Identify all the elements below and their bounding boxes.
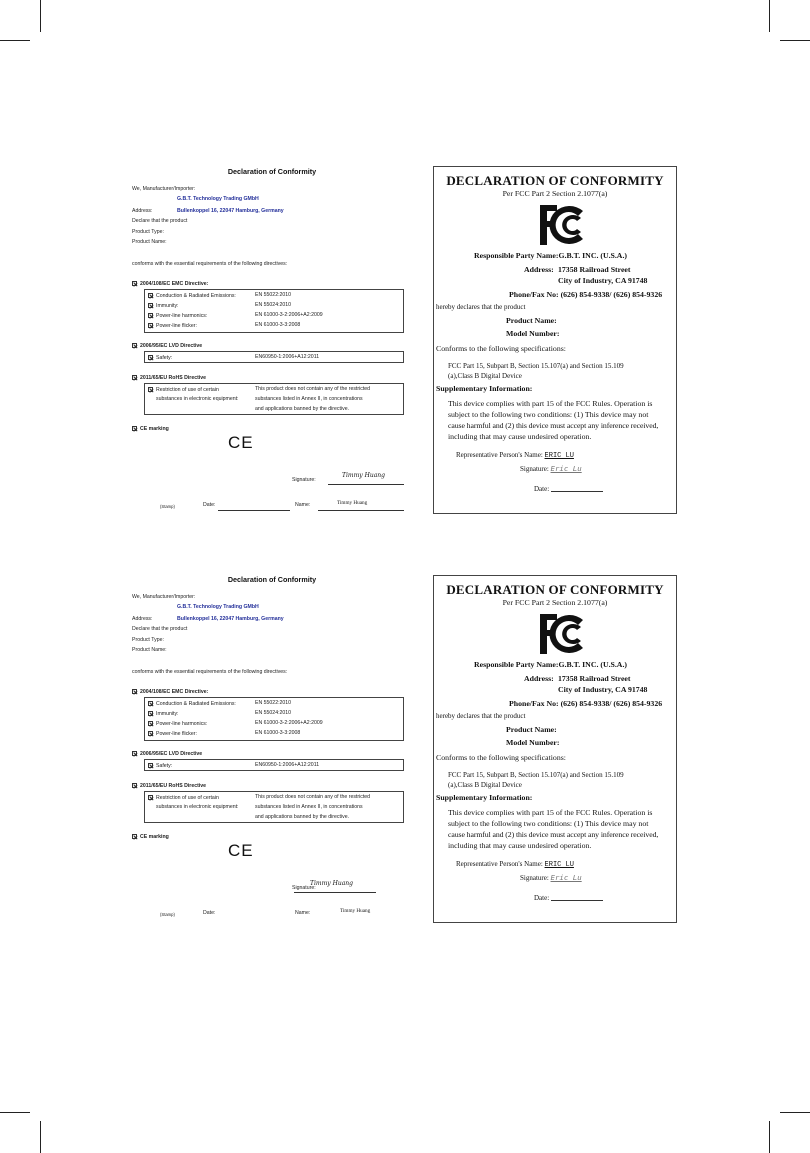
- checkbox-icon: [148, 763, 153, 768]
- fcc-date-line: Date:: [534, 894, 603, 902]
- address-label: Address:: [524, 265, 554, 274]
- name-value: Timmy Huang: [337, 500, 368, 506]
- address-label: Address:: [132, 616, 153, 622]
- supp-line-3: cause harmful and (2) this device must accept any inference received,: [448, 421, 659, 430]
- rohs-row: Restriction of use of certain: [148, 387, 219, 393]
- lvd-standard: EN60950-1:2006+A12:2011: [255, 354, 320, 360]
- address-value: Bullenkoppel 16, 22047 Hamburg, Germany: [177, 616, 284, 622]
- ce-title: Declaration of Conformity: [227, 167, 317, 176]
- lvd-directive-title: 2006/95/EC LVD Directive: [132, 343, 202, 349]
- emc-box: [144, 697, 404, 741]
- emc-box: [144, 289, 404, 333]
- ce-title: Declaration of Conformity: [227, 575, 317, 584]
- date-label: Date:: [203, 502, 216, 508]
- checkbox-icon: [132, 751, 137, 756]
- fcc-declaration: [433, 575, 677, 923]
- emc-row: Conduction & Radiated Emissions:: [148, 701, 236, 707]
- signature-line: [328, 484, 404, 485]
- rep-name-line: Representative Person's Name: ERIC LU: [456, 860, 574, 869]
- ce-declaration: [132, 168, 412, 528]
- checkbox-icon: [132, 281, 137, 286]
- spec-line-2: (a),Class B Digital Device: [448, 781, 522, 789]
- conforms-text: conforms with the essential requirements of the following directives:: [132, 669, 288, 675]
- product-name-label: Product Name:: [506, 316, 557, 325]
- rohs-box: [144, 791, 404, 823]
- crop-mark: [0, 40, 30, 41]
- stamp-label: (Stamp): [160, 504, 175, 509]
- conforms-text: Conforms to the following specifications:: [436, 753, 566, 762]
- rohs-text: and applications banned by the directive.: [255, 406, 350, 412]
- crop-mark: [0, 1112, 30, 1113]
- rohs-text: substances listed in Annex II, in concentrations: [255, 804, 363, 810]
- checkbox-icon: [148, 795, 153, 800]
- supp-line-1: This device complies with part 15 of the FCC Rules. Operation is: [448, 808, 653, 817]
- company-name: G.B.T. Technology Trading GMbH: [177, 604, 259, 610]
- date-line: [218, 510, 290, 511]
- signature: Timmy Huang: [310, 880, 353, 887]
- address-line-1: 17358 Railroad Street: [558, 265, 631, 274]
- checkbox-icon: [148, 701, 153, 706]
- rep-name-line: Representative Person's Name: ERIC LU: [456, 451, 574, 460]
- party-line: Responsible Party Name:G.B.T. INC. (U.S.A.): [474, 251, 627, 260]
- rohs-text: This product does not contain any of the restricted: [255, 386, 371, 392]
- name-value: Timmy Huang: [340, 908, 371, 914]
- address-value: Bullenkoppel 16, 22047 Hamburg, Germany: [177, 208, 284, 214]
- emc-row: Conduction & Radiated Emissions:: [148, 293, 236, 299]
- address-label: Address:: [132, 208, 153, 214]
- fcc-logo-icon: [537, 612, 587, 656]
- checkbox-icon: [132, 375, 137, 380]
- emc-row: Immunity:: [148, 711, 178, 717]
- ce-logo: CE: [228, 841, 254, 860]
- crop-mark: [40, 1121, 41, 1153]
- address-label: Address:: [524, 674, 554, 683]
- spec-line-1: FCC Part 15, Subpart B, Section 15.107(a) and Section 15.109: [448, 362, 624, 370]
- checkbox-icon: [132, 689, 137, 694]
- hereby-text: hereby declares that the product: [436, 303, 526, 311]
- supp-line-4: including that may cause undesired operation.: [448, 841, 592, 850]
- product-type-label: Product Type:: [132, 637, 164, 643]
- lvd-box: [144, 759, 404, 771]
- address-line-2: City of Industry, CA 91748: [558, 685, 648, 694]
- checkbox-icon: [148, 323, 153, 328]
- fcc-subtitle: Per FCC Part 2 Section 2.1077(a): [502, 189, 608, 198]
- supp-line-1: This device complies with part 15 of the FCC Rules. Operation is: [448, 399, 653, 408]
- date-label: Date:: [203, 910, 216, 916]
- emc-standard: EN 61000-3-2:2006+A2:2009: [255, 720, 323, 726]
- spec-line-2: (a),Class B Digital Device: [448, 372, 522, 380]
- hereby-text: hereby declares that the product: [436, 712, 526, 720]
- model-number-label: Model Number:: [506, 329, 560, 338]
- rohs-text: substances listed in Annex II, in concentrations: [255, 396, 363, 402]
- rohs-text: This product does not contain any of the restricted: [255, 794, 371, 800]
- product-name-label: Product Name:: [132, 239, 167, 245]
- ce-marking-title: CE marking: [132, 426, 169, 432]
- product-type-label: Product Type:: [132, 229, 164, 235]
- checkbox-icon: [148, 313, 153, 318]
- checkbox-icon: [132, 783, 137, 788]
- signature: Timmy Huang: [342, 472, 385, 479]
- party-line: Responsible Party Name:G.B.T. INC. (U.S.A.): [474, 660, 627, 669]
- checkbox-icon: [148, 731, 153, 736]
- lvd-row: Safety:: [148, 763, 172, 769]
- spec-line-1: FCC Part 15, Subpart B, Section 15.107(a) and Section 15.109: [448, 771, 624, 779]
- signature-line: [294, 892, 376, 893]
- emc-directive-title: 2004/108/EC EMC Directive:: [132, 281, 208, 287]
- ce-declaration: [132, 576, 412, 936]
- supp-line-3: cause harmful and (2) this device must accept any inference received,: [448, 830, 659, 839]
- rohs-directive-title: 2011/65/EU RoHS Directive: [132, 375, 206, 381]
- emc-standard: EN 61000-3-3:2008: [255, 322, 301, 328]
- signature-label: Signature:: [292, 885, 316, 891]
- emc-standard: EN 55024:2010: [255, 302, 292, 308]
- emc-row: Immunity:: [148, 303, 178, 309]
- checkbox-icon: [148, 387, 153, 392]
- fcc-subtitle: Per FCC Part 2 Section 2.1077(a): [502, 598, 608, 607]
- product-name-label: Product Name:: [132, 647, 167, 653]
- declare-text: Declare that the product: [132, 626, 188, 632]
- fcc-signature-line: Signature: Eric Lu: [520, 464, 582, 473]
- lvd-directive-title: 2006/95/EC LVD Directive: [132, 751, 202, 757]
- supp-line-4: including that may cause undesired operation.: [448, 432, 592, 441]
- ce-logo: CE: [228, 433, 254, 452]
- fcc-signature-line: Signature: Eric Lu: [520, 873, 582, 882]
- emc-row: Power-line flicker:: [148, 323, 197, 329]
- supplementary-title: Supplementary Information:: [436, 793, 533, 802]
- name-label: Name:: [295, 502, 311, 508]
- emc-standard: EN 55022:2010: [255, 700, 292, 706]
- rohs-row: Restriction of use of certain: [148, 795, 219, 801]
- lvd-standard: EN60950-1:2006+A12:2011: [255, 762, 320, 768]
- emc-row: Power-line flicker:: [148, 731, 197, 737]
- emc-row: Power-line harmonics:: [148, 721, 207, 727]
- checkbox-icon: [148, 711, 153, 716]
- emc-standard: EN 55024:2010: [255, 710, 292, 716]
- checkbox-icon: [148, 721, 153, 726]
- checkbox-icon: [132, 426, 137, 431]
- crop-mark: [40, 0, 41, 32]
- lvd-box: [144, 351, 404, 363]
- emc-standard: EN 61000-3-3:2008: [255, 730, 301, 736]
- emc-standard: EN 55022:2010: [255, 292, 292, 298]
- crop-mark: [780, 1112, 810, 1113]
- supplementary-title: Supplementary Information:: [436, 384, 533, 393]
- address-line-1: 17358 Railroad Street: [558, 674, 631, 683]
- lvd-row: Safety:: [148, 355, 172, 361]
- stamp-label: (Stamp): [160, 912, 175, 917]
- signature-label: Signature:: [292, 477, 316, 483]
- address-line-2: City of Industry, CA 91748: [558, 276, 648, 285]
- rohs-text: and applications banned by the directive.: [255, 814, 350, 820]
- phone-line: Phone/Fax No: (626) 854-9338/ (626) 854-9326: [509, 699, 663, 708]
- product-name-label: Product Name:: [506, 725, 557, 734]
- name-line: [318, 510, 404, 511]
- checkbox-icon: [132, 834, 137, 839]
- manufacturer-label: We, Manufacturer/Importer:: [132, 594, 196, 600]
- fcc-declaration: [433, 166, 677, 514]
- crop-mark: [780, 40, 810, 41]
- name-label: Name:: [295, 910, 311, 916]
- emc-row: Power-line harmonics:: [148, 313, 207, 319]
- conforms-text: conforms with the essential requirements of the following directives:: [132, 261, 288, 267]
- ce-marking-title: CE marking: [132, 834, 169, 840]
- fcc-date-line: Date:: [534, 485, 603, 493]
- manufacturer-label: We, Manufacturer/Importer:: [132, 186, 196, 192]
- checkbox-icon: [132, 343, 137, 348]
- checkbox-icon: [148, 303, 153, 308]
- supp-line-2: subject to the following two conditions: (1) This device may not: [448, 410, 649, 419]
- conforms-text: Conforms to the following specifications:: [436, 344, 566, 353]
- fcc-logo-icon: [537, 203, 587, 247]
- checkbox-icon: [148, 293, 153, 298]
- phone-line: Phone/Fax No: (626) 854-9338/ (626) 854-9326: [509, 290, 663, 299]
- crop-mark: [769, 0, 770, 32]
- emc-directive-title: 2004/108/EC EMC Directive:: [132, 689, 208, 695]
- rohs-directive-title: 2011/65/EU RoHS Directive: [132, 783, 206, 789]
- checkbox-icon: [148, 355, 153, 360]
- fcc-title: DECLARATION OF CONFORMITY: [446, 173, 664, 188]
- emc-standard: EN 61000-3-2:2006+A2:2009: [255, 312, 323, 318]
- rohs-label: substances in electronic equipment:: [156, 804, 239, 810]
- declare-text: Declare that the product: [132, 218, 188, 224]
- model-number-label: Model Number:: [506, 738, 560, 747]
- fcc-title: DECLARATION OF CONFORMITY: [446, 582, 664, 597]
- rohs-label: substances in electronic equipment:: [156, 396, 239, 402]
- crop-mark: [769, 1121, 770, 1153]
- company-name: G.B.T. Technology Trading GMbH: [177, 196, 259, 202]
- rohs-box: [144, 383, 404, 415]
- supp-line-2: subject to the following two conditions: (1) This device may not: [448, 819, 649, 828]
